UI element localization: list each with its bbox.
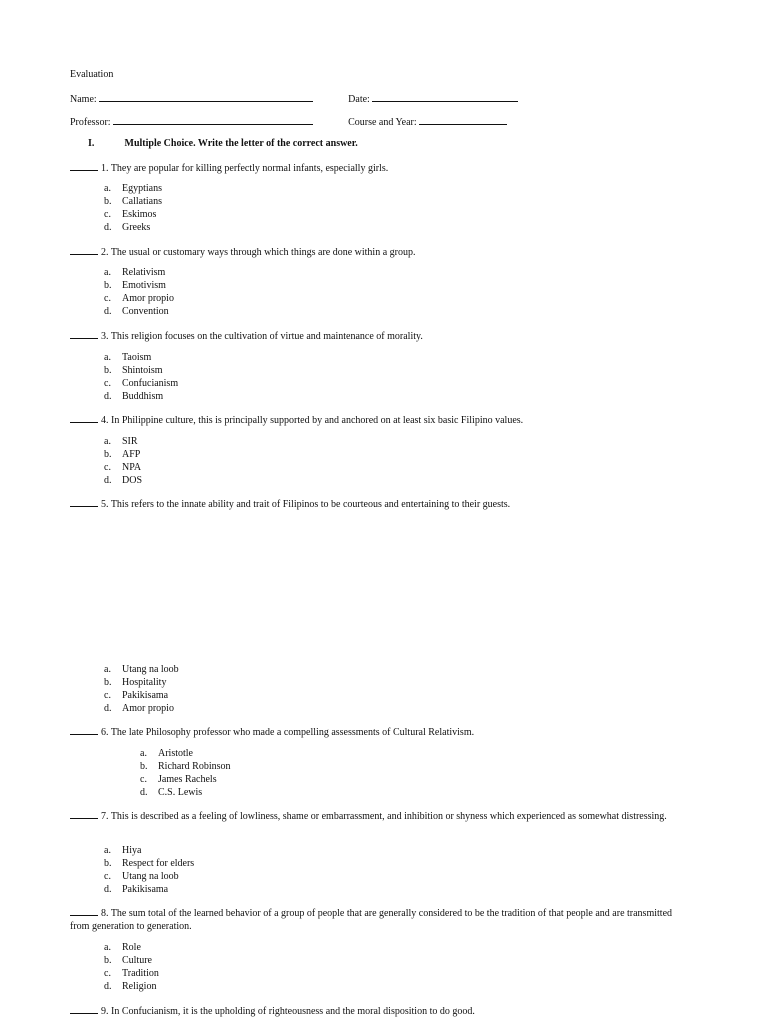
professor-label: Professor: [70,117,111,128]
date-label: Date: [348,94,370,105]
option-d: d. Buddhism [104,391,164,402]
answer-blank-9[interactable] [70,1004,98,1014]
question-2 [70,245,415,259]
question-text: 7. This is described as a feeling of lowliness, shame or embarrassment, and inhibition or shyness which experienced as somewhat distressing. [101,811,667,822]
name-blank[interactable] [99,92,313,102]
options-q2 [104,266,174,318]
option-a: a. SIR [104,436,138,447]
course-blank[interactable] [419,115,507,125]
option-d: d. Pakikisama [104,884,169,895]
option-b: b. Emotivism [104,280,166,291]
answer-blank-2[interactable] [70,245,98,255]
options-q1 [104,182,162,234]
option-a: a. Egyptians [104,183,162,194]
option-d: d. Convention [104,306,169,317]
options-q7 [104,844,194,896]
option-c: c. James Rachels [140,774,217,785]
question-8 [70,906,690,933]
options-q8 [104,941,159,993]
question-text: 5. This refers to the innate ability and trait of Filipinos to be courteous and entertaining to their guests. [101,499,511,510]
date-blank[interactable] [372,92,518,102]
options-q5 [104,663,179,715]
question-3 [70,329,423,343]
option-c: c. NPA [104,462,142,473]
option-d: d. Amor propio [104,703,174,714]
option-d: d. Religion [104,981,157,992]
section-number: I. [88,138,95,149]
question-text: 9. In Confucianism, it is the upholding of righteousness and the moral disposition to do good. [101,1006,475,1017]
option-c: c. Pakikisama [104,690,169,701]
option-d: d. DOS [104,475,143,486]
option-b: b. Richard Robinson [140,761,231,772]
option-b: b. Callatians [104,196,162,207]
question-text: 6. The late Philosophy professor who made a compelling assessments of Cultural Relativism. [101,727,475,738]
name-label: Name: [70,94,97,105]
document-title: Evaluation [70,69,114,80]
answer-blank-6[interactable] [70,725,98,735]
question-7 [70,809,690,823]
name-date-row [70,92,518,106]
question-4 [70,413,523,427]
question-6 [70,725,474,739]
option-d: d. Greeks [104,222,151,233]
option-a: a. Aristotle [140,748,193,759]
question-text: 2. The usual or customary ways through which things are done within a group. [101,247,416,258]
section-heading [88,138,358,150]
question-text: 8. The sum total of the learned behavior of a group of people that are generally considered to be the tradition of that people and are transmitted from generation to generation. [70,908,673,932]
option-a: a. Taoism [104,352,152,363]
option-c: c. Confucianism [104,378,179,389]
option-b: b. Hospitality [104,677,167,688]
option-b: b. AFP [104,449,141,460]
question-5 [70,497,510,511]
question-text: 4. In Philippine culture, this is principally supported by and anchored on at least six basic Filipino values. [101,415,524,426]
options-q3 [104,351,178,403]
option-b: b. Shintoism [104,365,163,376]
question-text: 3. This religion focuses on the cultivation of virtue and maintenance of morality. [101,331,423,342]
professor-course-row [70,115,507,129]
question-9 [70,1004,475,1018]
option-a: a. Hiya [104,845,142,856]
option-d: d. C.S. Lewis [140,787,203,798]
course-label: Course and Year: [348,117,417,128]
question-text: 1. They are popular for killing perfectly normal infants, especially girls. [101,163,389,174]
option-b: b. Respect for elders [104,858,195,869]
option-a: a. Role [104,942,141,953]
options-q4 [104,435,142,487]
option-c: c. Amor propio [104,293,174,304]
professor-blank[interactable] [113,115,313,125]
answer-blank-7[interactable] [70,809,98,819]
options-q6 [140,747,231,799]
answer-blank-4[interactable] [70,413,98,423]
option-c: c. Tradition [104,968,159,979]
option-c: c. Eskimos [104,209,157,220]
option-c: c. Utang na loob [104,871,179,882]
answer-blank-5[interactable] [70,497,98,507]
option-a: a. Utang na loob [104,664,179,675]
option-a: a. Relativism [104,267,166,278]
answer-blank-8[interactable] [70,906,98,916]
answer-blank-1[interactable] [70,161,98,171]
option-b: b. Culture [104,955,152,966]
question-1 [70,161,388,175]
answer-blank-3[interactable] [70,329,98,339]
section-title: Multiple Choice. Write the letter of the correct answer. [124,138,358,149]
